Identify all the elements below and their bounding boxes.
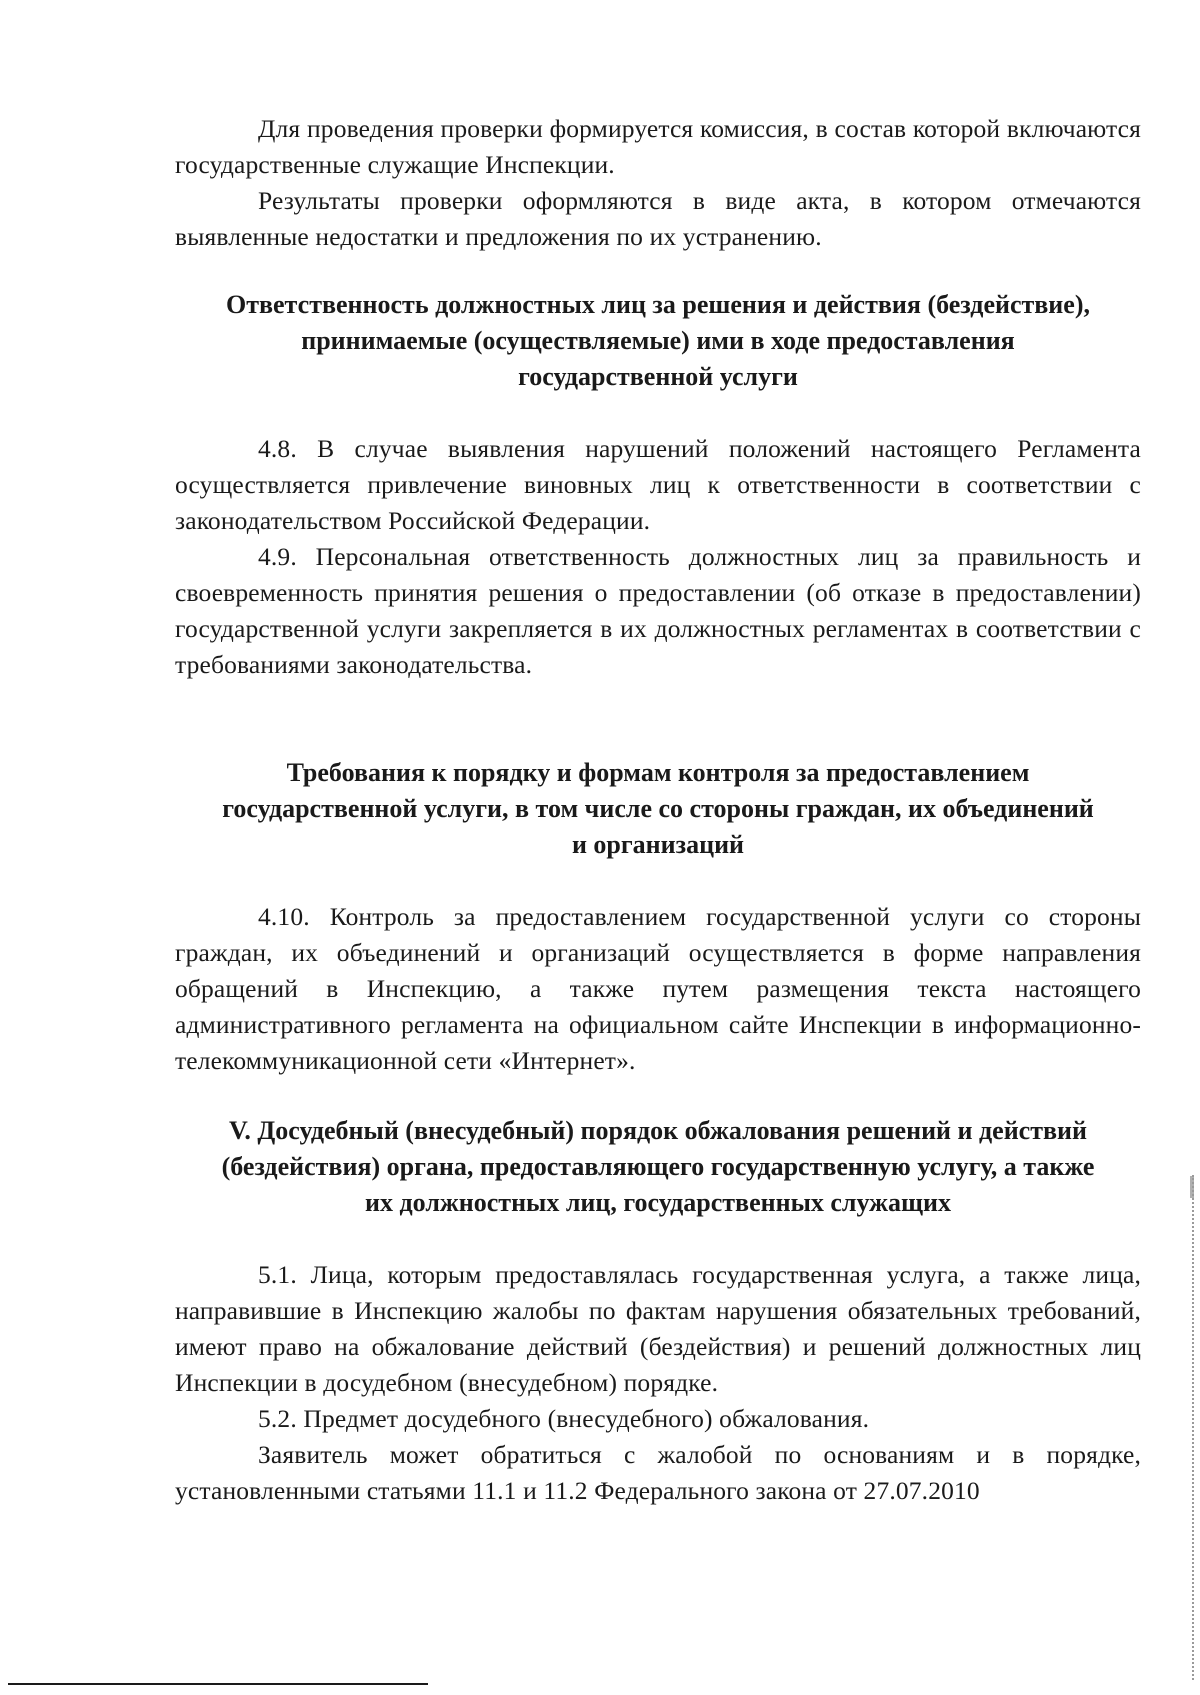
paragraph-inspection-results: Результаты проверки оформляются в виде акта, в котором отмечаются выявленные недостатки и предложения по их устранению. xyxy=(175,186,1141,251)
heading-line: принимаемые (осуществляемые) ими в ходе предоставления xyxy=(301,326,1015,355)
heading-line: их должностных лиц, государственных служащих xyxy=(365,1188,951,1217)
heading-line: V. Досудебный (внесудебный) порядок обжалования решений и действий xyxy=(228,1116,1087,1145)
heading-line: и организаций xyxy=(571,830,745,859)
heading-line: (бездействия) органа, предоставляющего государственную услугу, а также xyxy=(221,1152,1095,1181)
section-heading-responsibility xyxy=(175,287,1141,395)
heading-line: Ответственность должностных лиц за решения и действия (бездействие), xyxy=(225,290,1090,319)
margin-scan-line xyxy=(1192,1175,1194,1680)
heading-line: Требования к порядку и формам контроля за предоставлением xyxy=(286,758,1030,787)
document-body xyxy=(175,111,1141,1509)
paragraph-4-9: 4.9. Персональная ответственность должностных лиц за правильность и своевременность принятия решения о предоставлении (об отказе в предоставлении) государственной услуги закрепляется в их должностных регламентах в соответствии с требованиями законодательства. xyxy=(175,542,1141,679)
footnote-separator-line xyxy=(8,1683,428,1685)
paragraph-commission: Для проведения проверки формируется комиссия, в состав которой включаются государственные служащие Инспекции. xyxy=(175,114,1141,179)
paragraph-applicant-complaint: Заявитель может обратиться с жалобой по основаниям и в порядке, установленными статьями 11.1 и 11.2 Федерального закона от 27.07.2010 xyxy=(175,1440,1141,1505)
heading-line: государственной услуги xyxy=(518,362,798,391)
section-heading-pretrial-appeal xyxy=(175,1113,1141,1221)
section-heading-control-requirements xyxy=(175,755,1141,863)
paragraph-5-1: 5.1. Лица, которым предоставлялась государственная услуга, а также лица, направившие в Инспекцию жалобы по фактам нарушения обязательных требований, имеют право на обжалование действий (бездействия) и решений должностных лиц Инспекции в досудебном (внесудебном) порядке. xyxy=(175,1260,1141,1397)
paragraph-4-8: 4.8. В случае выявления нарушений положений настоящего Регламента осуществляется привлечение виновных лиц к ответственности в соответствии с законодательством Российской Федерации. xyxy=(175,434,1141,535)
heading-line: государственной услуги, в том числе со стороны граждан, их объединений xyxy=(222,794,1094,823)
paragraph-4-10: 4.10. Контроль за предоставлением государственной услуги со стороны граждан, их объединений и организаций осуществляется в форме направления обращений в Инспекцию, а также путем размещения текста настоящего административного регламента на официальном сайте Инспекции в информационно-телекоммуникационной сети «Интернет». xyxy=(175,902,1141,1075)
paragraph-5-2: 5.2. Предмет досудебного (внесудебного) обжалования. xyxy=(258,1404,870,1433)
